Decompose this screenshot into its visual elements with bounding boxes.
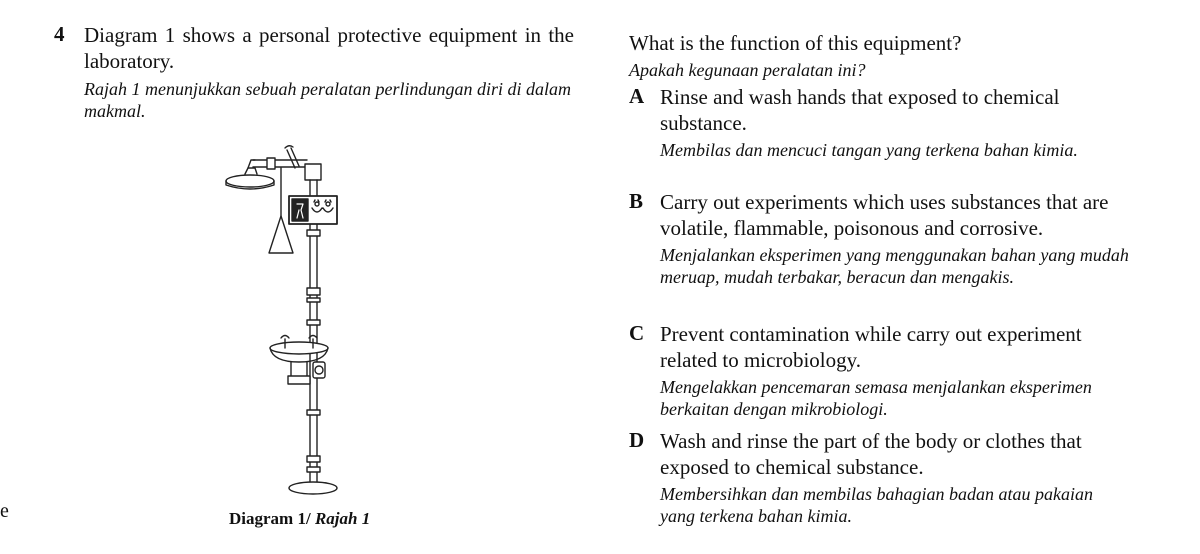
option-c-malay: Mengelakkan pencemaran semasa menjalankan eksperimen berkaitan dengan mikrobiologi. <box>660 377 1092 419</box>
diagram-caption-english: Diagram 1/ <box>229 509 311 528</box>
diagram-caption <box>229 509 370 529</box>
option-d-malay: Membersihkan dan membilas bahagian badan atau pakaian yang terkena bahan kimia. <box>660 484 1093 526</box>
floor-base-icon <box>289 482 337 494</box>
safety-sign-icon <box>289 196 337 224</box>
question-prompt-malay: Apakah kegunaan peralatan ini? <box>629 60 866 80</box>
eyewash-bowl-icon <box>270 336 328 385</box>
option-d-letter[interactable]: D <box>629 428 645 452</box>
question-number: 4 <box>54 22 65 46</box>
option-b-malay: Menjalankan eksperimen yang menggunakan bahan yang mudah meruap, mudah terbakar, beracun dan mengakis. <box>660 245 1129 287</box>
option-c-english[interactable]: Prevent contamination while carry out experiment related to microbiology. <box>660 322 1082 372</box>
emergency-shower-eyewash-station-icon <box>215 138 345 503</box>
option-c-letter[interactable]: C <box>629 321 645 345</box>
question-prompt-english: What is the function of this equipment? <box>629 31 962 55</box>
shower-arm-icon <box>253 146 307 169</box>
vertical-pipe-icon <box>307 180 320 483</box>
option-a-letter[interactable]: A <box>629 84 645 108</box>
option-a-malay: Membilas dan mencuci tangan yang terkena bahan kimia. <box>660 140 1078 160</box>
option-b-letter[interactable]: B <box>629 189 644 213</box>
question-stem-english: Diagram 1 shows a personal protective equipment in the laboratory. <box>84 23 574 73</box>
question-stem-malay: Rajah 1 menunjukkan sebuah peralatan perlindungan diri di dalam makmal. <box>84 79 571 121</box>
option-b-english[interactable]: Carry out experiments which uses substances that are volatile, flammable, poisonous and corrosive. <box>660 190 1109 240</box>
diagram-caption-malay: Rajah 1 <box>314 509 371 528</box>
page-margin-mark: e <box>0 500 9 522</box>
option-a-english[interactable]: Rinse and wash hands that exposed to chemical substance. <box>660 85 1060 135</box>
option-d-english[interactable]: Wash and rinse the part of the body or clothes that exposed to chemical substance. <box>660 429 1082 479</box>
